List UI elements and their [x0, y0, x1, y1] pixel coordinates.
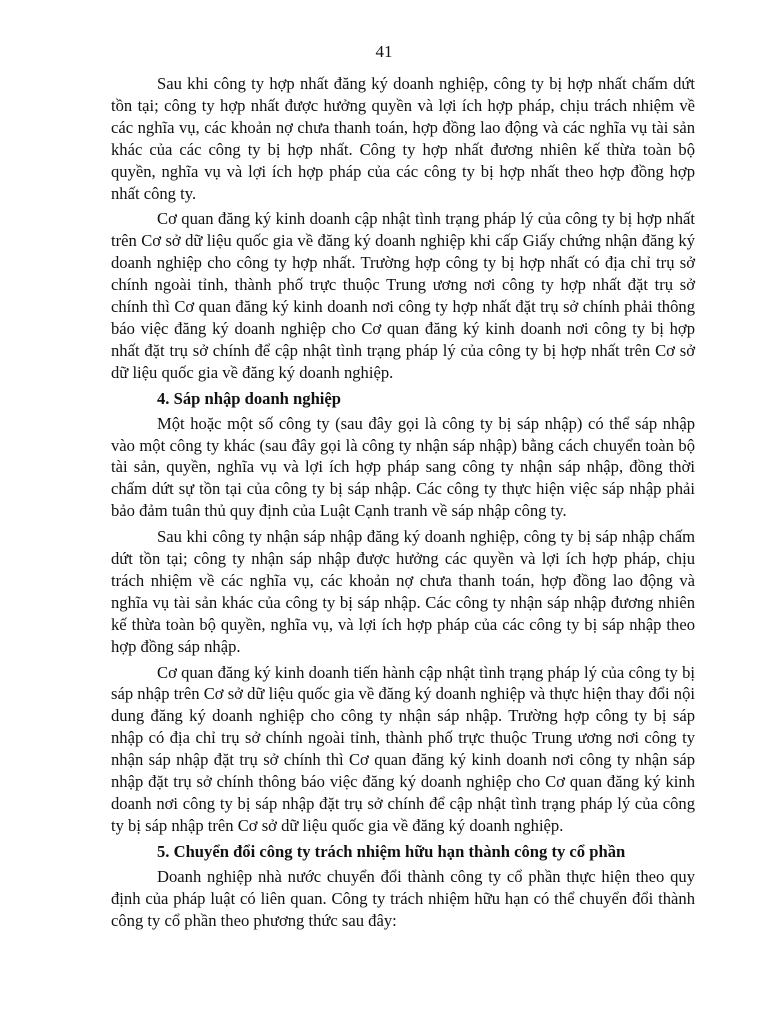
page-number: 41: [375, 42, 393, 61]
paragraph: Cơ quan đăng ký kinh doanh tiến hành cập nhật tình trạng pháp lý của công ty bị sáp nhập trên Cơ sở dữ liệu quốc gia về đăng ký doanh nghiệp và thực hiện thay đổi nội dung đăng ký doanh nghiệp cho công ty nhận sáp nhập. Trường hợp công ty bị sáp nhập có địa chỉ trụ sở chính ngoài tỉnh, thành phố trực thuộc Trung ương nơi công ty nhận sáp nhập đặt trụ sở chính thì Cơ quan đăng ký kinh doanh nơi công ty nhận sáp nhập đặt trụ sở chính thông báo việc đăng ký doanh nghiệp cho Cơ quan đăng ký kinh doanh nơi công ty bị sáp nhập đặt trụ sở chính để cập nhật tình trạng pháp lý của công ty bị sáp nhập trên Cơ sở dữ liệu quốc gia về đăng ký doanh nghiệp.: [111, 662, 695, 835]
paragraph: Doanh nghiệp nhà nước chuyển đổi thành công ty cổ phần thực hiện theo quy định của pháp luật có liên quan. Công ty trách nhiệm hữu hạn có thể chuyển đổi thành công ty cổ phần theo phương thức sau đây:: [111, 866, 695, 930]
section-heading: 5. Chuyển đổi công ty trách nhiệm hữu hạn thành công ty cổ phần: [157, 841, 626, 861]
paragraph: Sau khi công ty hợp nhất đăng ký doanh nghiệp, công ty bị hợp nhất chấm dứt tồn tại; công ty hợp nhất được hưởng quyền và lợi ích hợp pháp, chịu trách nhiệm về các nghĩa vụ, các khoản nợ chưa thanh toán, hợp đồng lao động và các nghĩa vụ tài sản khác của các công ty bị hợp nhất. Công ty hợp nhất đương nhiên kế thừa toàn bộ quyền, nghĩa vụ và lợi ích hợp pháp của các công ty bị hợp nhất theo hợp đồng hợp nhất công ty.: [111, 74, 695, 203]
paragraph: Sau khi công ty nhận sáp nhập đăng ký doanh nghiệp, công ty bị sáp nhập chấm dứt tồn tại; công ty nhận sáp nhập được hưởng các quyền và lợi ích hợp pháp, chịu trách nhiệm về các nghĩa vụ, các khoản nợ chưa thanh toán, hợp đồng lao động và nghĩa vụ tài sản khác của công ty bị sáp nhập. Các công ty nhận sáp nhập đương nhiên kế thừa toàn bộ quyền, nghĩa vụ, và lợi ích hợp pháp của các công ty bị sáp nhập theo hợp đồng sáp nhập.: [111, 527, 695, 656]
section-heading: 4. Sáp nhập doanh nghiệp: [157, 388, 342, 408]
paragraph: Một hoặc một số công ty (sau đây gọi là công ty bị sáp nhập) có thể sáp nhập vào một công ty khác (sau đây gọi là công ty nhận sáp nhập) bằng cách chuyển toàn bộ tài sản, quyền, nghĩa vụ và lợi ích hợp pháp sang công ty nhận sáp nhập, đồng thời chấm dứt sự tồn tại của công ty bị sáp nhập. Các công ty thực hiện việc sáp nhập phải bảo đảm tuân thủ quy định của Luật Cạnh tranh về sáp nhập công ty.: [111, 413, 695, 521]
paragraph: Cơ quan đăng ký kinh doanh cập nhật tình trạng pháp lý của công ty bị hợp nhất trên Cơ sở dữ liệu quốc gia về đăng ký doanh nghiệp khi cấp Giấy chứng nhận đăng ký doanh nghiệp cho công ty hợp nhất. Trường hợp công ty bị hợp nhất có địa chỉ trụ sở chính ngoài tỉnh, thành phố trực thuộc Trung ương nơi công ty hợp nhất đặt trụ sở chính thì Cơ quan đăng ký kinh doanh nơi công ty hợp nhất đặt trụ sở chính phải thông báo việc đăng ký doanh nghiệp cho Cơ quan đăng ký kinh doanh nơi công ty bị hợp nhất đặt trụ sở chính để cập nhật tình trạng pháp lý của công ty bị hợp nhất trên Cơ sở dữ liệu quốc gia về đăng ký doanh nghiệp.: [111, 209, 695, 382]
document-body: [111, 73, 695, 935]
